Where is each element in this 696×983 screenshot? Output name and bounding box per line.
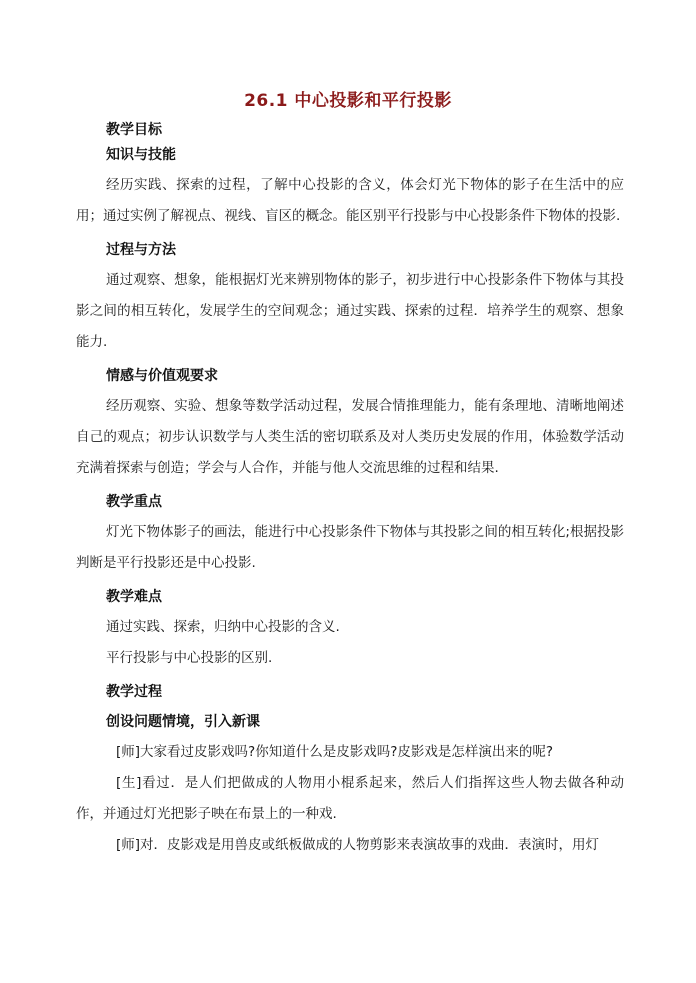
dialogue-student-1: [生]看过．是人们把做成的人物用小棍系起来，然后人们指挥这些人物去做各种动作，并通过灯光把影子映在布景上的一种戏. (76, 775, 624, 822)
process-heading: 过程与方法 (106, 242, 176, 258)
difficulties-line-2: 平行投影与中心投影的区别. (106, 650, 273, 666)
objectives-heading: 教学目标 (106, 122, 162, 138)
document-title: 26.1 中心投影和平行投影 (244, 91, 452, 111)
emotion-paragraph: 经历观察、实验、想象等数学活动过程，发展合情推理能力，能有条理地、清晰地阐述自己的观点；初步认识数学与人类生活的密切联系及对人类历史发展的作用，体验数学活动充满着探索与创造；学会与人合作，并能与他人交流思维的过程和结果. (76, 398, 624, 476)
dialogue-teacher-2: [师]对．皮影戏是用兽皮或纸板做成的人物剪影来表演故事的戏曲．表演时，用灯 (116, 837, 600, 853)
document-body (76, 120, 624, 861)
difficulties-heading: 教学难点 (106, 589, 162, 605)
key-points-paragraph: 灯光下物体影子的画法，能进行中心投影条件下物体与其投影之间的相互转化;根据投影判断是平行投影还是中心投影. (76, 524, 624, 571)
emotion-heading: 情感与价值观要求 (106, 368, 218, 384)
knowledge-paragraph: 经历实践、探索的过程，了解中心投影的含义，体会灯光下物体的影子在生活中的应用；通过实例了解视点、视线、盲区的概念。能区别平行投影与中心投影条件下物体的投影. (76, 177, 624, 224)
knowledge-heading: 知识与技能 (106, 147, 176, 163)
teaching-process-heading: 教学过程 (106, 684, 162, 700)
difficulties-line-1: 通过实践、探索，归纳中心投影的含义. (106, 619, 340, 635)
intro-subheading: 创设问题情境，引入新课 (106, 714, 260, 730)
key-points-heading: 教学重点 (106, 494, 162, 510)
dialogue-teacher-1: [师]大家看过皮影戏吗?你知道什么是皮影戏吗?皮影戏是怎样演出来的呢? (116, 744, 554, 760)
process-paragraph: 通过观察、想象，能根据灯光来辨别物体的影子，初步进行中心投影条件下物体与其投影之间的相互转化，发展学生的空间观念；通过实践、探索的过程．培养学生的观察、想象能力. (76, 272, 624, 350)
